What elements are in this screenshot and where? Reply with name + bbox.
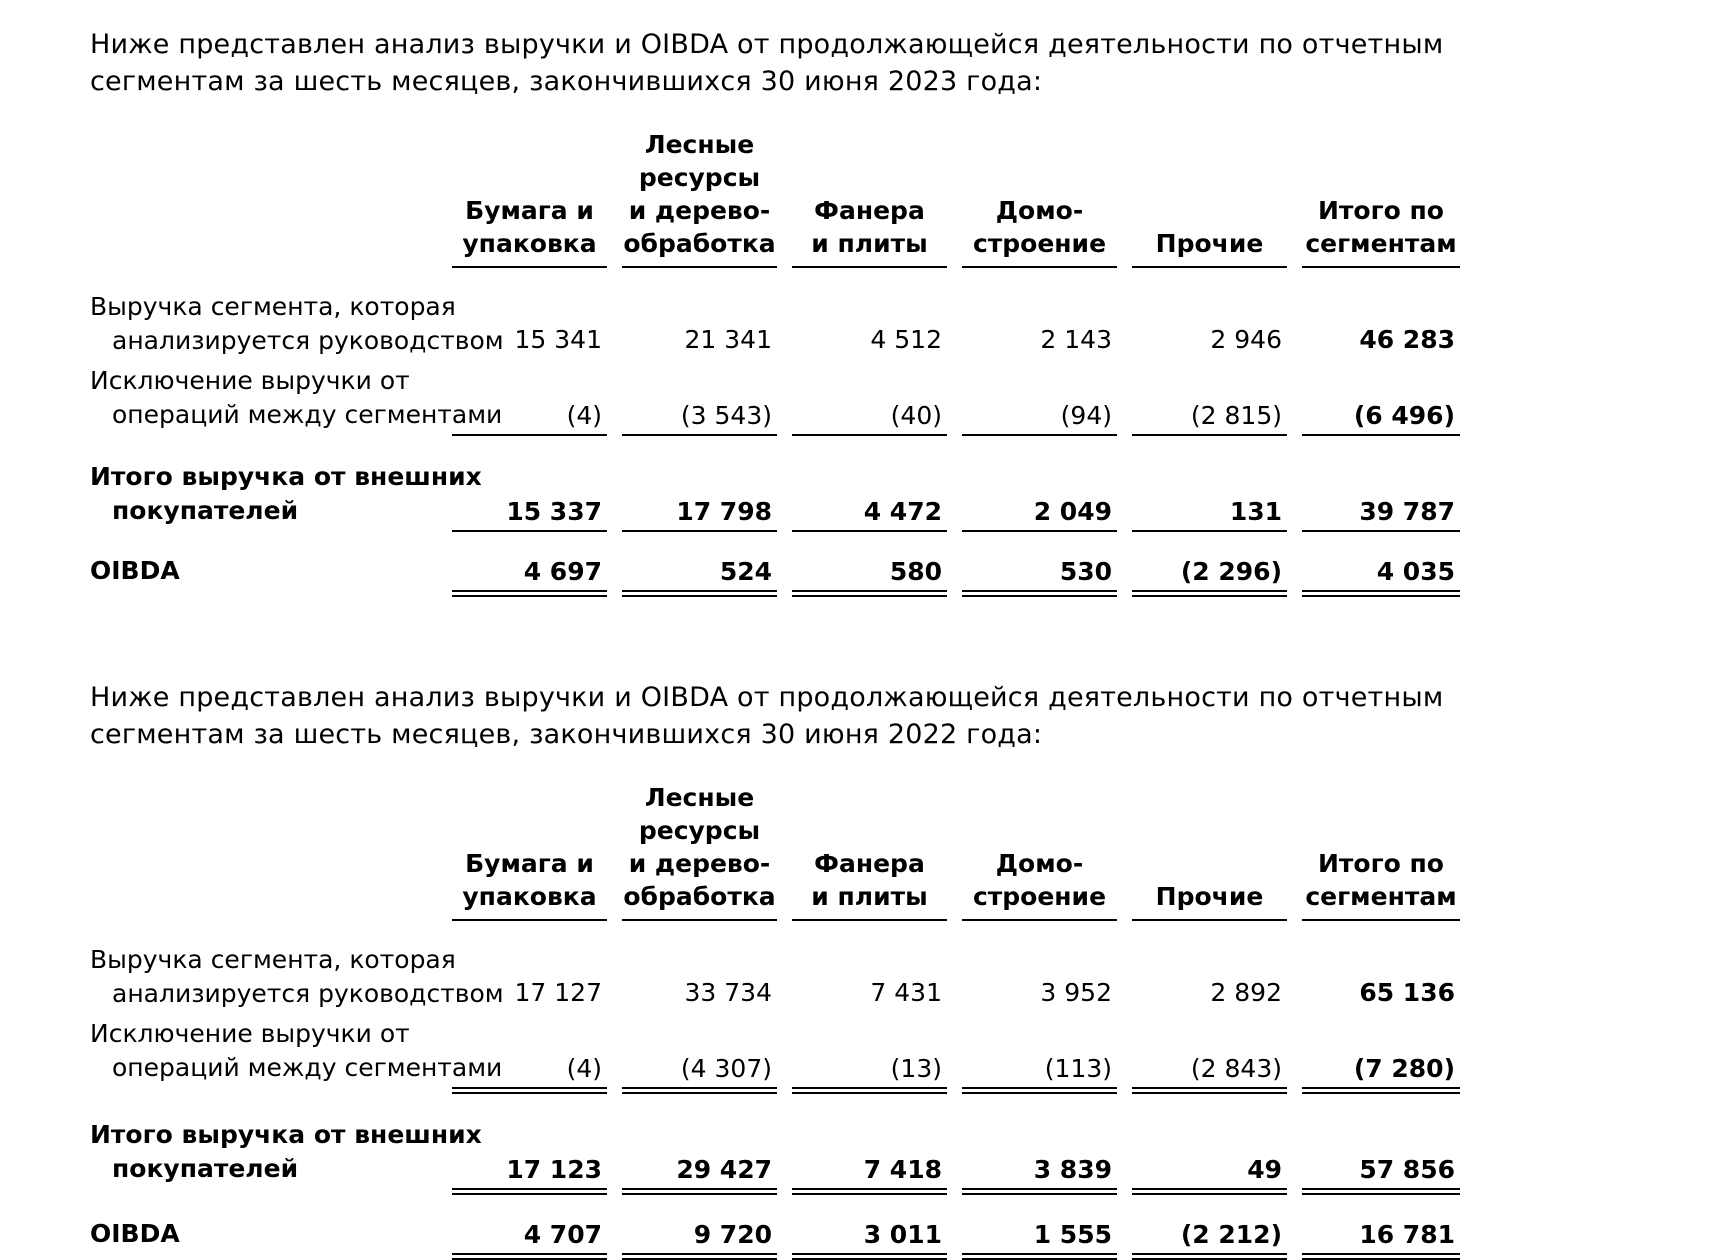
report-section xyxy=(90,679,1712,1260)
column-header-1: Лесные ресурсы и дерево- обработка xyxy=(622,128,792,268)
value-cell: 524 xyxy=(622,532,792,597)
value-cell: (94) xyxy=(962,358,1132,436)
table-row xyxy=(90,358,1475,436)
value-cell: 15 337 xyxy=(452,436,622,532)
value-cell: (2 296) xyxy=(1132,532,1302,597)
row-label: Исключение выручки от операций между сегментами xyxy=(90,1019,503,1082)
value-cell: 4 512 xyxy=(870,325,942,354)
row-label-header xyxy=(90,781,452,921)
value-cell: 3 011 xyxy=(792,1195,962,1260)
value-cell: 3 839 xyxy=(962,1094,1132,1195)
value-cell: 2 946 xyxy=(1210,325,1282,354)
value-cell: (13) xyxy=(792,1011,962,1094)
value-cell: (6 496) xyxy=(1302,358,1475,436)
value-cell: 33 734 xyxy=(684,978,772,1007)
value-cell: 4 472 xyxy=(792,436,962,532)
value-cell: 580 xyxy=(792,532,962,597)
value-cell: 17 798 xyxy=(622,436,792,532)
row-label: OIBDA xyxy=(90,1219,180,1248)
value-cell: 17 123 xyxy=(452,1094,622,1195)
value-cell: 4 697 xyxy=(452,532,622,597)
value-cell: 15 341 xyxy=(514,325,602,354)
table-row xyxy=(90,532,1475,597)
row-label: Итого выручка от внешних покупателей xyxy=(90,1120,482,1183)
value-cell: (40) xyxy=(792,358,962,436)
row-label: Выручка сегмента, которая анализируется руководством xyxy=(90,945,504,1008)
value-cell: (2 212) xyxy=(1132,1195,1302,1260)
value-cell: 29 427 xyxy=(622,1094,792,1195)
segments-table xyxy=(90,128,1475,597)
value-cell: (4) xyxy=(452,358,622,436)
value-cell: (4 307) xyxy=(622,1011,792,1094)
row-label: Исключение выручки от операций между сегментами xyxy=(90,366,503,429)
segments-table xyxy=(90,781,1475,1260)
value-cell: 57 856 xyxy=(1302,1094,1475,1195)
table-header-row xyxy=(90,128,1475,268)
row-label: OIBDA xyxy=(90,556,180,585)
column-header-5: Итого по сегментам xyxy=(1302,781,1475,921)
value-cell: 16 781 xyxy=(1302,1195,1475,1260)
value-cell: 131 xyxy=(1132,436,1302,532)
row-label-header xyxy=(90,128,452,268)
value-cell: 2 049 xyxy=(962,436,1132,532)
value-cell: 7 431 xyxy=(870,978,942,1007)
column-header-4: Прочие xyxy=(1132,128,1302,268)
intro-paragraph: Ниже представлен анализ выручки и OIBDA от продолжающейся деятельности по отчетным сегментам за шесть месяцев, закончившихся 30 июня 2022 года: xyxy=(90,682,1444,750)
column-header-0: Бумага и упаковка xyxy=(452,781,622,921)
column-header-4: Прочие xyxy=(1132,781,1302,921)
row-label: Выручка сегмента, которая анализируется руководством xyxy=(90,292,504,355)
table-row xyxy=(90,1195,1475,1260)
value-cell: 49 xyxy=(1132,1094,1302,1195)
column-header-5: Итого по сегментам xyxy=(1302,128,1475,268)
table-row xyxy=(90,1011,1475,1094)
row-label: Итого выручка от внешних покупателей xyxy=(90,462,482,525)
value-cell: (7 280) xyxy=(1302,1011,1475,1094)
value-cell: 530 xyxy=(962,532,1132,597)
table-header-row xyxy=(90,781,1475,921)
value-cell: 2 143 xyxy=(1040,325,1112,354)
value-cell: 1 555 xyxy=(962,1195,1132,1260)
value-cell: 17 127 xyxy=(514,978,602,1007)
value-cell: (4) xyxy=(452,1011,622,1094)
column-header-2: Фанера и плиты xyxy=(792,781,962,921)
value-cell: 7 418 xyxy=(792,1094,962,1195)
value-cell: 4 035 xyxy=(1302,532,1475,597)
table-row xyxy=(90,921,1475,1011)
value-cell: 3 952 xyxy=(1040,978,1112,1007)
column-header-1: Лесные ресурсы и дерево- обработка xyxy=(622,781,792,921)
value-cell: (2 843) xyxy=(1132,1011,1302,1094)
value-cell: 2 892 xyxy=(1210,978,1282,1007)
column-header-3: Домо- строение xyxy=(962,128,1132,268)
column-header-0: Бумага и упаковка xyxy=(452,128,622,268)
value-cell: (113) xyxy=(962,1011,1132,1094)
value-cell: (3 543) xyxy=(622,358,792,436)
intro-paragraph: Ниже представлен анализ выручки и OIBDA от продолжающейся деятельности по отчетным сегментам за шесть месяцев, закончившихся 30 июня 2023 года: xyxy=(90,29,1444,97)
table-row xyxy=(90,436,1475,532)
value-cell: 46 283 xyxy=(1359,325,1455,354)
value-cell: (2 815) xyxy=(1132,358,1302,436)
table-row xyxy=(90,1094,1475,1195)
value-cell: 4 707 xyxy=(452,1195,622,1260)
report-section xyxy=(90,26,1712,597)
table-row xyxy=(90,268,1475,358)
value-cell: 21 341 xyxy=(684,325,772,354)
value-cell: 9 720 xyxy=(622,1195,792,1260)
value-cell: 39 787 xyxy=(1302,436,1475,532)
column-header-3: Домо- строение xyxy=(962,781,1132,921)
value-cell: 65 136 xyxy=(1359,978,1455,1007)
column-header-2: Фанера и плиты xyxy=(792,128,962,268)
